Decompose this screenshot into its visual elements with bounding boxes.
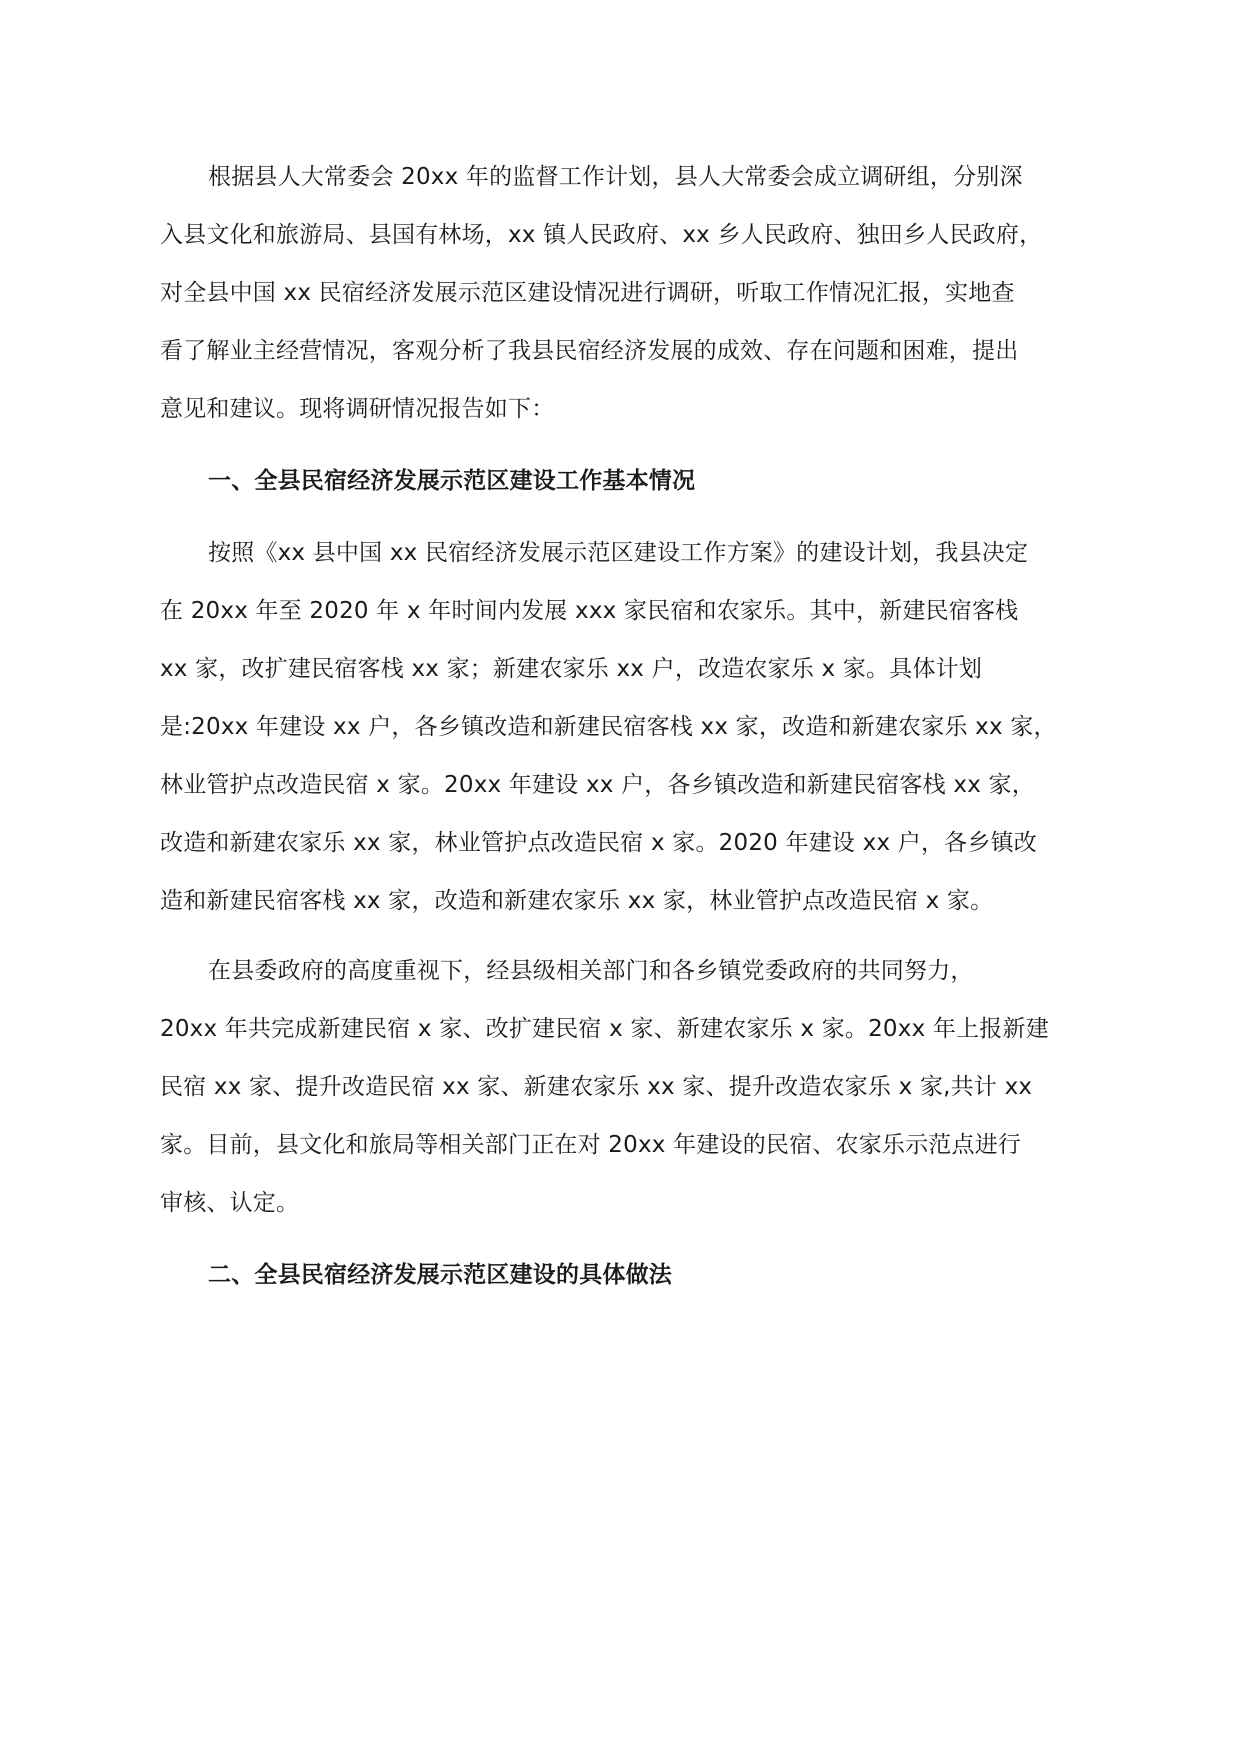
para1-line-4: 是:20xx 年建设 xx 户，各乡镇改造和新建民宿客栈 xx 家，改造和新建农家乐 xx 家， — [160, 714, 1057, 740]
para1-line-7: 造和新建民宿客栈 xx 家，改造和新建农家乐 xx 家，林业管护点改造民宿 x 家。 — [160, 888, 994, 914]
para1-line-1: 按照《xx 县中国 xx 民宿经济发展示范区建设工作方案》的建设计划，我县决定 — [208, 540, 1029, 566]
para2-line-4: 家。目前，县文化和旅局等相关部门正在对 20xx 年建设的民宿、农家乐示范点进行 — [160, 1132, 1022, 1158]
para2-line-2: 20xx 年共完成新建民宿 x 家、改扩建民宿 x 家、新建农家乐 x 家。20xx 年上报新建 — [160, 1016, 1049, 1042]
para1-line-6: 改造和新建农家乐 xx 家，林业管护点改造民宿 x 家。2020 年建设 xx 户，各乡镇改 — [160, 830, 1037, 856]
intro-line-4: 看了解业主经营情况，客观分析了我县民宿经济发展的成效、存在问题和困难，提出 — [160, 338, 1019, 364]
para2-line-5: 审核、认定。 — [160, 1190, 300, 1216]
section-heading-1: 一、全县民宿经济发展示范区建设工作基本情况 — [208, 468, 696, 494]
intro-line-3: 对全县中国 xx 民宿经济发展示范区建设情况进行调研，听取工作情况汇报，实地查 — [160, 280, 1015, 306]
para1-line-3: xx 家，改扩建民宿客栈 xx 家；新建农家乐 xx 户，改造农家乐 x 家。具体计划 — [160, 656, 983, 682]
para2-line-3: 民宿 xx 家、提升改造民宿 xx 家、新建农家乐 xx 家、提升改造农家乐 x 家,共计 xx — [160, 1074, 1033, 1100]
para2-line-1: 在县委政府的高度重视下，经县级相关部门和各乡镇党委政府的共同努力， — [208, 958, 974, 984]
intro-line-1: 根据县人大常委会 20xx 年的监督工作计划，县人大常委会成立调研组，分别深 — [208, 164, 1023, 190]
intro-line-5: 意见和建议。现将调研情况报告如下： — [160, 396, 555, 422]
section-heading-2: 二、全县民宿经济发展示范区建设的具体做法 — [208, 1262, 672, 1288]
intro-line-2: 入县文化和旅游局、县国有林场，xx 镇人民政府、xx 乡人民政府、独田乡人民政府， — [160, 222, 1043, 248]
para1-line-2: 在 20xx 年至 2020 年 x 年时间内发展 xxx 家民宿和农家乐。其中，新建民宿客栈 — [160, 598, 1019, 624]
para1-line-5: 林业管护点改造民宿 x 家。20xx 年建设 xx 户，各乡镇改造和新建民宿客栈 xx 家， — [160, 772, 1035, 798]
